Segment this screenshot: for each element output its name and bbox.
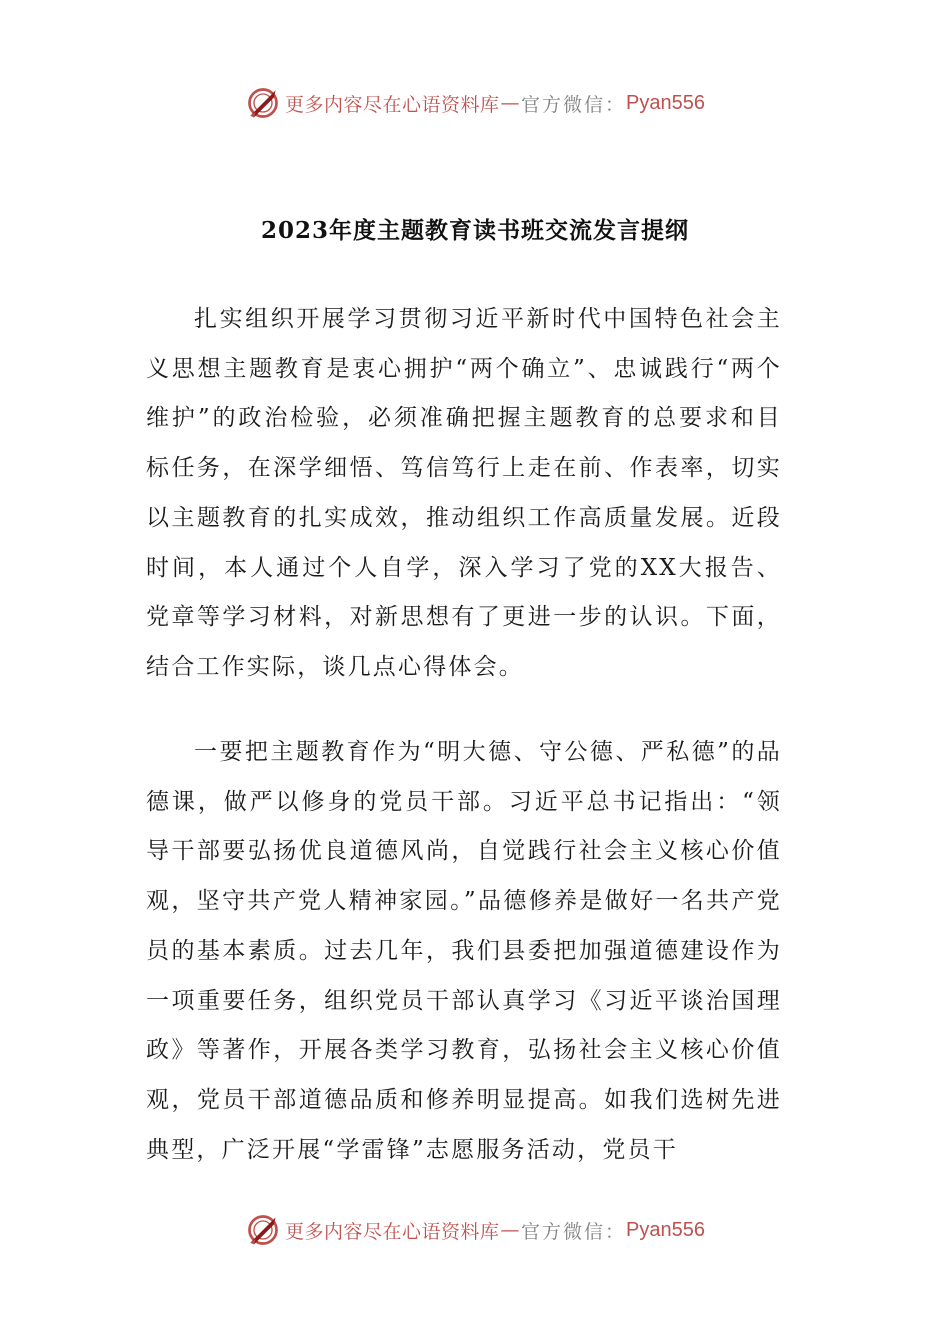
banner-wechat-label: 官方微信： — [521, 1220, 627, 1243]
banner-wechat-label: 官方微信： — [521, 93, 627, 116]
pen-logo-icon — [245, 1212, 281, 1248]
banner-dash: — — [500, 92, 521, 114]
pen-logo-icon — [245, 85, 281, 121]
paragraph-intro: 扎实组织开展学习贯彻习近平新时代中国特色社会主义思想主题教育是衷心拥护“两个确立”、忠诚践行“两个维护”的政治检验，必须准确把握主题教育的总要求和目标任务，在深学细悟、笃信笃行上走在前、作表率，切实以主题教育的扎实成效，推动组织工作高质量发展。近段时间，本人通过个人自学，深入学习了党的XX大报告、党章等学习材料，对新思想有了更进一步的认识。下面，结合工作实际，谈几点心得体会。 — [146, 306, 782, 680]
paragraph-point-one: 一要把主题教育作为“明大德、守公德、严私德”的品德课，做严以修身的党员干部。习近平总书记指出：“领导干部要弘扬优良道德风尚，自觉践行社会主义核心价值观，坚守共产党人精神家园。”品德修养是做好一名共产党员的基本素质。过去几年，我们县委把加强道德建设作为一项重要任务，组织党员干部认真学习《习近平谈治国理政》等著作，开展各类学习教育，弘扬社会主义核心价值观，党员干部道德品质和修养明显提高。如我们选树先进典型，广泛开展“学雷锋”志愿服务活动，党员干 — [146, 739, 782, 1163]
banner-text: 更多内容尽在心语资料库 — [285, 1220, 500, 1243]
footer-watermark-banner — [0, 1210, 950, 1250]
document-title: 2023年度主题教育读书班交流发言提纲 — [260, 217, 689, 244]
banner-dash: — — [500, 1219, 521, 1241]
header-watermark-banner — [0, 83, 950, 123]
banner-text: 更多内容尽在心语资料库 — [285, 93, 500, 116]
banner-wechat-id: Pyan556 — [626, 1218, 705, 1241]
banner-wechat-id: Pyan556 — [626, 91, 705, 114]
